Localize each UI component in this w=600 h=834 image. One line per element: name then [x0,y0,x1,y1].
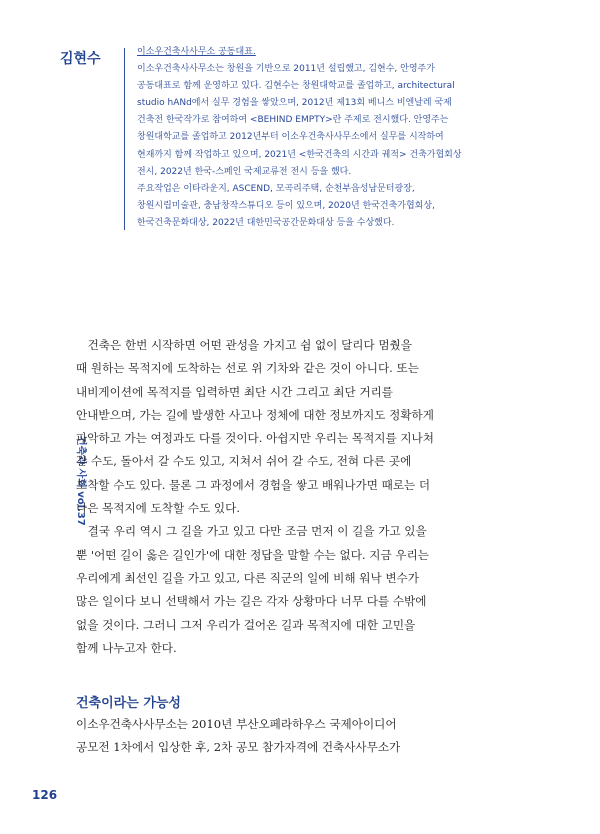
profile-line: 전시, 2022년 한국-스페인 국제교류전 전시 등을 했다. [137,166,352,177]
body-line: 함께 나누고자 한다. [76,640,177,655]
body-line: 내비게이션에 목적지를 입력하면 최단 시간 그리고 최단 거리를 [76,384,393,399]
profile-line: 이소우건축사사무소 공동대표. [137,47,256,57]
body-line: 많은 일이다 보니 선택해서 가는 길은 각자 상황마다 너무 다를 수밖에 [76,594,427,609]
profile-line: 현재까지 함께 작업하고 있으며, 2021년 <한국건축의 시간과 궤적> 건축가협회상 [137,149,462,160]
profile-divider [124,48,125,230]
journal-running-title: 건축과 사회 vol.37 [75,436,86,526]
profile-line: 주요작업은 이타라운지, ASCEND, 모곡리주택, 순천부읍성남문터광장, [137,183,415,194]
body-line: 때 원하는 목적지에 도착하는 선로 위 기차와 같은 것이 아니다. 또는 [76,361,419,376]
body-line: 안내받으며, 가는 길에 발생한 사고나 정체에 대한 정보까지도 정확하게 [76,407,434,422]
section-line: 공모전 1차에서 입상한 후, 2차 공모 참가자격에 건축사사무소가 [76,740,401,755]
author-name: 김현수 [60,51,101,67]
body-line: 나은 목적지에 도착할 수도 있다. [76,501,241,516]
profile-line: 공동대표로 함께 운영하고 있다. 김현수는 창원대학교를 졸업하고, architectural [137,81,455,92]
profile-line: 창원대학교를 졸업하고 2012년부터 이소우건축사사무소에서 실무를 시작하여 [137,132,444,143]
profile-line: 한국건축문화대상, 2022년 대한민국공간문화대상 등을 수상했다. [137,217,395,228]
profile-line: 건축전 한국작가로 참여하여 <BEHIND EMPTY>란 주제로 전시했다. 안영주는 [137,115,449,126]
section-line: 이소우건축사사무소는 2010년 부산오페라하우스 국제아이디어 [76,717,397,731]
body-line: 건축은 한번 시작하면 어떤 관성을 가지고 쉼 없이 달리다 멈췄을 [76,338,412,352]
body-line: 없을 것이다. 그러니 그저 우리가 걸어온 길과 목적지에 대한 고민을 [76,617,416,632]
body-line: 파악하고 가는 여정과도 다를 것이다. 아쉽지만 우리는 목적지를 지나쳐 [76,431,434,446]
body-line: 도착할 수도 있다. 물론 그 과정에서 경험을 쌓고 배워나가면 때로는 더 [76,477,431,492]
body-line: 우리에게 최선인 길을 가고 있고, 다른 직군의 일에 비해 워낙 변수가 [76,570,419,585]
body-line: 뿐 '어떤 길이 옳은 길인가'에 대한 정답을 말할 수는 없다. 지금 우리는 [76,547,429,562]
section-paragraph [76,713,436,760]
body-line: 갈 수도, 돌아서 갈 수도 있고, 지쳐서 쉬어 갈 수도, 전혀 다른 곳에 [76,454,412,469]
profile-line: 창원시립미술관, 충남창작스튜디오 등이 있으며, 2020년 한국건축가협회상, [137,200,435,211]
profile-line: 이소우건축사사무소는 창원을 기반으로 2011년 설립했고, 김현수, 안영주가 [137,64,435,75]
profile-line: studio hANd에서 실무 경험을 쌓았으며, 2012년 제13회 베니스 비엔날레 국제 [137,98,452,109]
page-number: 126 [32,788,58,802]
body-line: 결국 우리 역시 그 길을 가고 있고 다만 조금 먼저 이 길을 가고 있을 [76,524,427,539]
body-paragraphs [76,334,436,660]
section-heading: 건축이라는 가능성 [76,696,181,711]
author-profile [137,44,467,232]
